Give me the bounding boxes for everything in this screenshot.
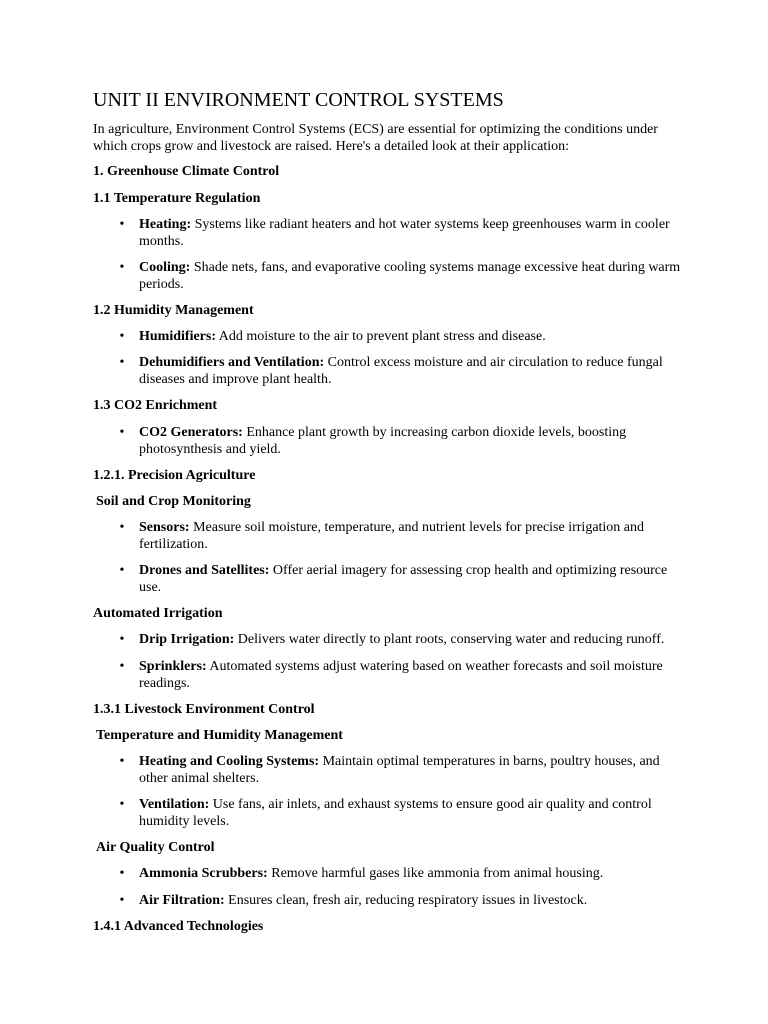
term-label: Ammonia Scrubbers: xyxy=(139,866,268,881)
bullet-icon: • xyxy=(119,260,125,275)
section-heading-precision-agriculture: 1.2.1. Precision Agriculture xyxy=(93,468,256,483)
subsection-heading-co2: 1.3 CO2 Enrichment xyxy=(93,398,218,413)
term-description: Delivers water directly to plant roots, conserving water and reducing runoff. xyxy=(234,632,665,647)
bullet-icon: • xyxy=(119,355,125,370)
term-description: Measure soil moisture, temperature, and nutrient levels for precise irrigation and fertilization. xyxy=(139,520,645,552)
term-label: Drip Irrigation: xyxy=(139,632,235,647)
bullet-icon: • xyxy=(119,632,125,647)
term-description: Control excess moisture and air circulation to reduce fungal diseases and improve plant health. xyxy=(139,355,663,387)
term-label: Ventilation: xyxy=(139,797,210,812)
bullet-icon: • xyxy=(119,866,125,881)
list-item-cooling xyxy=(119,259,684,293)
term-description: Systems like radiant heaters and hot water systems keep greenhouses warm in cooler months. xyxy=(139,217,670,249)
bullet-icon: • xyxy=(119,797,125,812)
term-label: Humidifiers: xyxy=(139,329,216,344)
list-item-dehumidifiers xyxy=(119,354,684,388)
term-description: Ensures clean, fresh air, reducing respiratory issues in livestock. xyxy=(224,893,588,908)
list-item-drip-irrigation xyxy=(119,631,684,648)
bullet-icon: • xyxy=(119,893,125,908)
bullet-icon: • xyxy=(119,217,125,232)
section-heading-greenhouse: 1. Greenhouse Climate Control xyxy=(93,164,280,179)
subsection-heading-temp-humidity: Temperature and Humidity Management xyxy=(96,728,343,743)
list-item-sensors xyxy=(119,519,684,553)
list-item-ammonia-scrubbers xyxy=(119,865,684,882)
list-item-drones xyxy=(119,562,684,596)
subsection-heading-humidity: 1.2 Humidity Management xyxy=(93,303,254,318)
term-label: Dehumidifiers and Ventilation: xyxy=(139,355,325,370)
term-label: Air Filtration: xyxy=(139,893,225,908)
bullet-icon: • xyxy=(119,563,125,578)
term-label: Sprinklers: xyxy=(139,659,207,674)
term-label: Cooling: xyxy=(139,260,191,275)
bullet-icon: • xyxy=(119,520,125,535)
term-label: Sensors: xyxy=(139,520,190,535)
list-item-heating-cooling-systems xyxy=(119,753,684,787)
term-description: Automated systems adjust watering based on weather forecasts and soil moisture readings. xyxy=(139,659,663,691)
term-label: Heating: xyxy=(139,217,192,232)
list-item-co2-generators xyxy=(119,424,684,458)
term-label: Drones and Satellites: xyxy=(139,563,270,578)
term-description: Shade nets, fans, and evaporative cooling systems manage excessive heat during warm periods. xyxy=(139,260,681,292)
list-item-humidifiers xyxy=(119,328,684,345)
subsection-heading-irrigation: Automated Irrigation xyxy=(93,606,223,621)
list-item-sprinklers xyxy=(119,658,684,692)
list-item-heating xyxy=(119,216,684,250)
term-description: Add moisture to the air to prevent plant stress and disease. xyxy=(216,329,546,344)
bullet-icon: • xyxy=(119,659,125,674)
bullet-icon: • xyxy=(119,425,125,440)
term-description: Maintain optimal temperatures in barns, poultry houses, and other animal shelters. xyxy=(139,754,660,786)
list-item-air-filtration xyxy=(119,892,684,909)
term-label: Heating and Cooling Systems: xyxy=(139,754,320,769)
term-label: CO2 Generators: xyxy=(139,425,243,440)
term-description: Enhance plant growth by increasing carbon dioxide levels, boosting photosynthesis and yield. xyxy=(139,425,627,457)
document-title: UNIT II ENVIRONMENT CONTROL SYSTEMS xyxy=(93,89,504,111)
section-heading-livestock: 1.3.1 Livestock Environment Control xyxy=(93,702,315,717)
subsection-heading-temperature: 1.1 Temperature Regulation xyxy=(93,191,261,206)
list-item-ventilation xyxy=(119,796,684,830)
term-description: Offer aerial imagery for assessing crop health and optimizing resource use. xyxy=(139,563,668,595)
intro-paragraph: In agriculture, Environment Control Systems (ECS) are essential for optimizing the conditions under which crops grow and livestock are raised. Here's a detailed look at their application: xyxy=(93,122,658,154)
bullet-icon: • xyxy=(119,754,125,769)
term-description: Remove harmful gases like ammonia from animal housing. xyxy=(267,866,604,881)
section-heading-advanced-technologies: 1.4.1 Advanced Technologies xyxy=(93,919,264,934)
bullet-icon: • xyxy=(119,329,125,344)
subsection-heading-air-quality: Air Quality Control xyxy=(96,840,215,855)
term-description: Use fans, air inlets, and exhaust systems to ensure good air quality and control humidity levels. xyxy=(139,797,652,829)
subsection-heading-soil-crop: Soil and Crop Monitoring xyxy=(96,494,251,509)
